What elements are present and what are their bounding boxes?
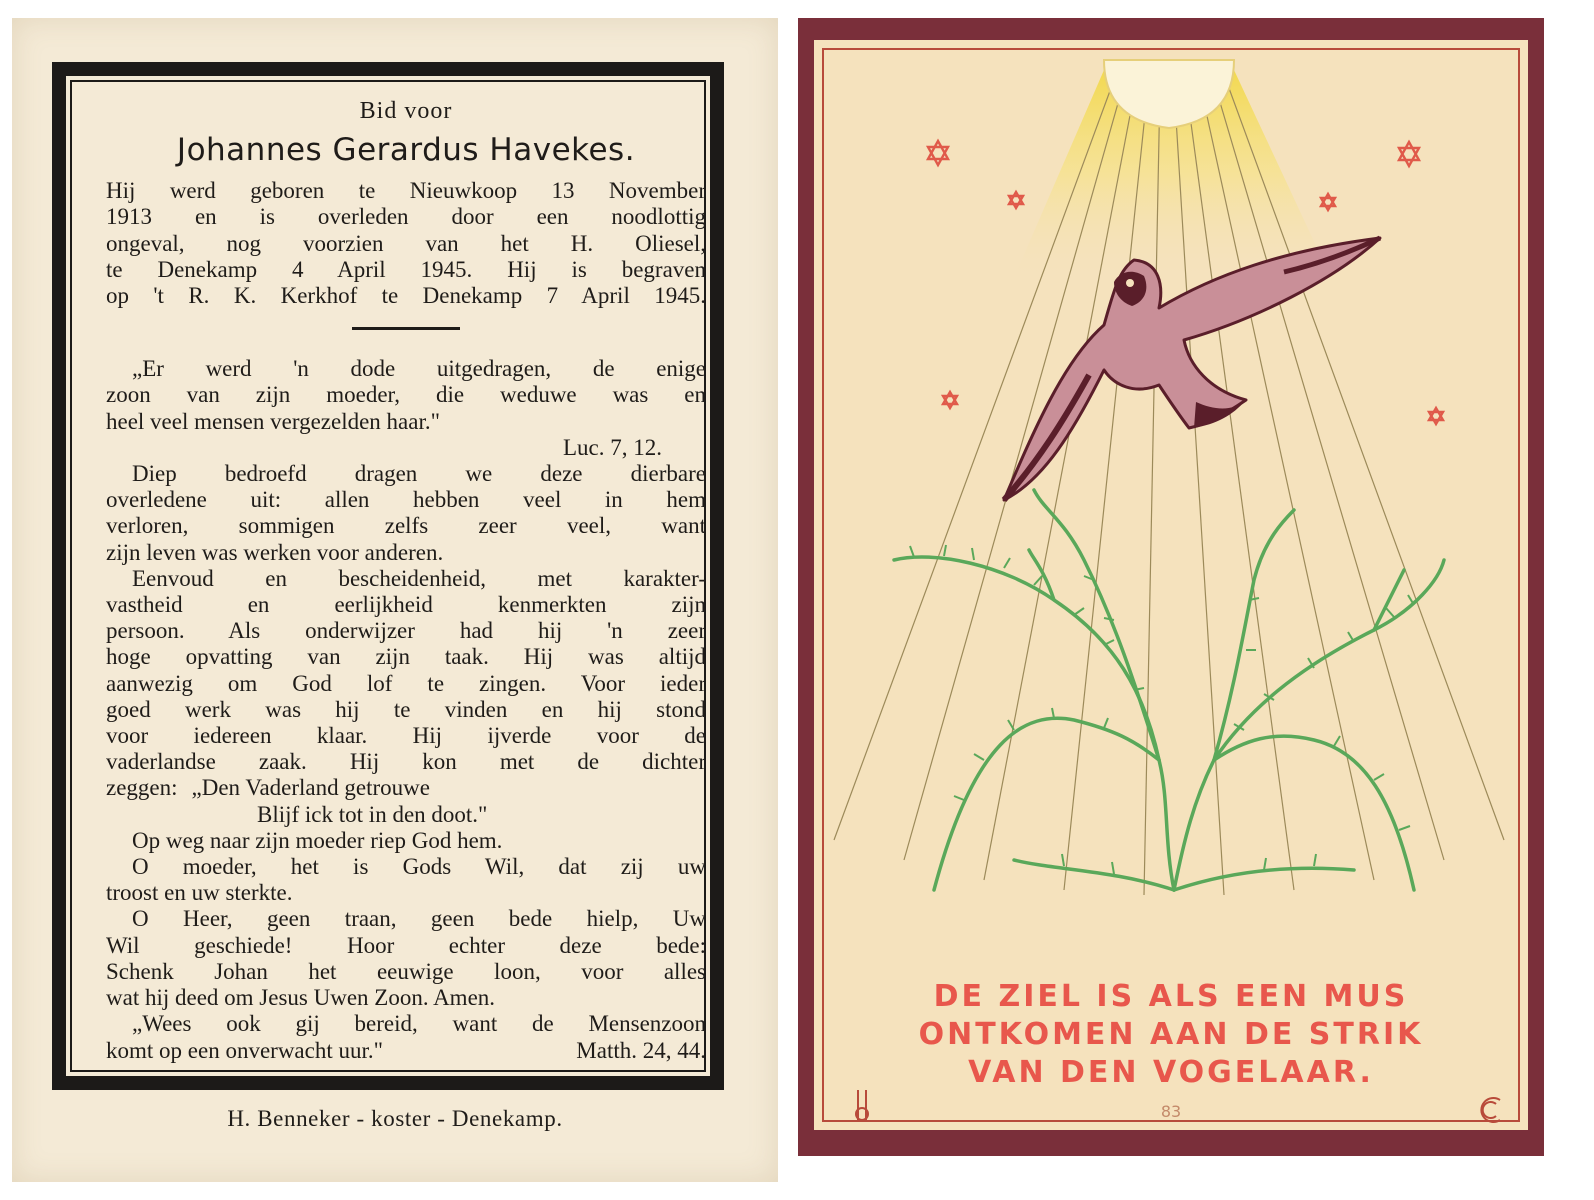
heading: Bid voor [359, 98, 453, 124]
closing-quote [106, 1011, 706, 1063]
mother-prayer-line: troost en uw sterkte. [106, 880, 293, 906]
character-line: goed werk was hij te vinden en hij stond [106, 696, 706, 722]
character-line: Eenvoud en bescheidenheid, met karakter- [132, 565, 706, 591]
card-number: 83 [1160, 1102, 1182, 1121]
biography-line: 1913 en is overleden door een noodlottig [106, 204, 706, 230]
biography [106, 178, 706, 309]
star-icon [1429, 408, 1443, 424]
printer-credit: H. Benneker - koster - Denekamp. [227, 1106, 563, 1131]
thorn-branch-icon [894, 490, 1444, 890]
prayer-line: wat hij deed om Jesus Uwen Zoon. Amen. [106, 985, 496, 1011]
mother-prayer-line: O moeder, het is Gods Wil, dat zij uw [132, 854, 706, 880]
divider [352, 327, 460, 330]
thorns [910, 545, 1414, 874]
prayer-line: Wil geschiede! Hoor echter deze bede: [106, 932, 706, 958]
deceased-name: Johannes Gerardus Havekes. [176, 132, 636, 169]
poet-line: „Den Vaderland getrouwe [191, 775, 430, 801]
mother-prayer [106, 854, 706, 906]
tribute-line: Diep bedroefd dragen we deze dierbare [132, 461, 706, 487]
quote-line: zoon van zijn moeder, die weduwe was en [106, 382, 706, 408]
motto-line: ONTKOMEN AAN DE STRIK [918, 1017, 1424, 1052]
star-icon [943, 392, 957, 408]
quote-line: „Er werd 'n dode uitgedragen, de enige [132, 356, 706, 382]
memorial-card-picture-side [798, 18, 1544, 1156]
star-icon [1321, 194, 1335, 210]
closing-line: „Wees ook gij bereid, want de Mensenzoon [132, 1011, 706, 1037]
character-line: vastheid en eerlijkheid kenmerkten zijn [106, 592, 706, 618]
memorial-text [106, 98, 706, 1064]
prayer-line: O Heer, geen traan, geen bede hielp, Uw [132, 906, 706, 932]
memorial-card-text-side [12, 18, 778, 1182]
character-description [106, 566, 706, 828]
biography-line: Hij werd geboren te Nieuwkoop 13 November [106, 178, 706, 204]
mother-line: Op weg naar zijn moeder riep God hem. [132, 827, 503, 853]
closing-reference: Matth. 24, 44. [576, 1037, 706, 1063]
quote-line: heel veel mensen vergezelden haar." [106, 408, 440, 434]
character-line: hoge opvatting van zijn taak. Hij was altijd [106, 644, 706, 670]
character-line: vaderlandse zaak. Hij kon met de dichter [106, 749, 706, 775]
star-icon [1009, 192, 1023, 208]
closing-line [106, 1038, 706, 1064]
motto [814, 978, 1528, 1092]
character-line: persoon. Als onderwijzer had hij 'n zeer [106, 618, 706, 644]
poet-intro: zeggen: [106, 775, 178, 801]
motto-line: DE ZIEL IS ALS EEN MUS [933, 979, 1409, 1014]
character-line: aanwezig om God lof te zingen. Voor ieder [106, 670, 706, 696]
biography-line: op 't R. K. Kerkhof te Denekamp 7 April 1945. [106, 283, 706, 309]
tribute-line: verloren, sommigen zelfs zeer veel, want [106, 513, 706, 539]
biography-line: te Denekamp 4 April 1945. Hij is begraven [106, 256, 706, 282]
bible-quote [106, 356, 706, 461]
star-icon [1399, 142, 1419, 166]
prayer [106, 906, 706, 1011]
motto-line: VAN DEN VOGELAAR. [968, 1055, 1374, 1090]
character-line: voor iedereen klaar. Hij ijverde voor de [106, 723, 706, 749]
tribute-line: overledene uit: allen hebben veel in hem [106, 487, 706, 513]
prayer-line: Schenk Johan het eeuwige loon, voor alles [106, 958, 706, 984]
biography-line: ongeval, nog voorzien van het H. Oliesel, [106, 230, 706, 256]
poet-quote-line [106, 775, 706, 801]
illustration [814, 40, 1528, 1130]
closing-text: komt op een onverwacht uur." [106, 1037, 384, 1063]
tribute-line: zijn leven was werken voor anderen. [106, 539, 444, 565]
picture-panel [814, 40, 1528, 1130]
star-icon [928, 141, 948, 165]
tribute [106, 461, 706, 566]
quote-reference: Luc. 7, 12. [562, 434, 662, 460]
poet-line: Blijf ick tot in den doot." [257, 801, 488, 827]
